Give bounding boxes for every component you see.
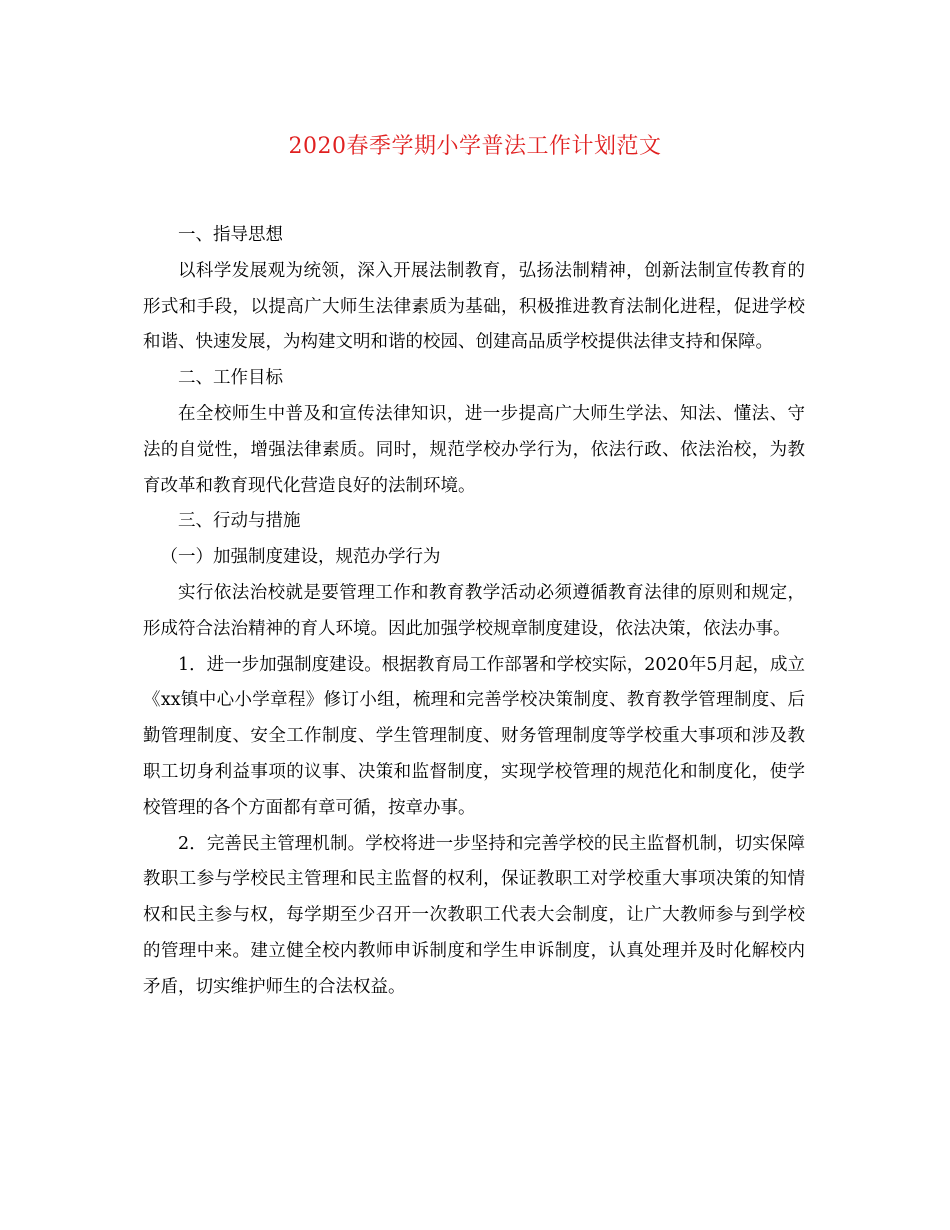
body-paragraph: 1．进一步加强制度建设。根据教育局工作部署和学校实际，2020年5月起，成立《xx镇中心小学章程》修订小组，梳理和完善学校决策制度、教育教学管理制度、后勤管理制度、安全工作制度、学生管理制度、财务管理制度等学校重大事项和涉及教职工切身利益事项的议事、决策和监督制度，实现学校管理的规范化和制度化，使学校管理的各个方面都有章可循，按章办事。 (143, 654, 805, 818)
body-paragraph: 以科学发展观为统领，深入开展法制教育，弘扬法制精神，创新法制宣传教育的形式和手段，以提高广大师生法律素质为基础，积极推进教育法制化进程，促进学校和谐、快速发展，为构建文明和谐的校园、创建高品质学校提供法律支持和保障。 (143, 260, 805, 353)
section-heading: 一、指导思想 (178, 225, 283, 245)
section-heading: 三、行动与措施 (178, 511, 301, 532)
body-paragraph: 2．完善民主管理机制。学校将进一步坚持和完善学校的民主监督机制，切实保障教职工参与学校民主管理和民主监督的权利，保证教职工对学校重大事项决策的知情权和民主参与权，每学期至少召开一次教职工代表大会制度，让广大教师参与到学校的管理中来。建立健全校内教师申诉制度和学生申诉制度，认真处理并及时化解校内矛盾，切实维护师生的合法权益。 (143, 833, 805, 997)
subsection-heading: （一）加强制度建设，规范办学行为 (160, 547, 441, 568)
section-heading: 二、工作目标 (178, 368, 283, 389)
document-title: 2020春季学期小学普法工作计划范文 (288, 134, 662, 159)
body-paragraph: 实行依法治校就是要管理工作和教育教学活动必须遵循教育法律的原则和规定，形成符合法治精神的育人环境。因此加强学校规章制度建设，依法决策，依法办事。 (143, 582, 805, 639)
body-paragraph: 在全校师生中普及和宣传法律知识，进一步提高广大师生学法、知法、懂法、守法的自觉性，增强法律素质。同时，规范学校办学行为，依法行政、依法治校，为教育改革和教育现代化营造良好的法制环境。 (143, 403, 805, 496)
document-body (143, 218, 805, 1006)
